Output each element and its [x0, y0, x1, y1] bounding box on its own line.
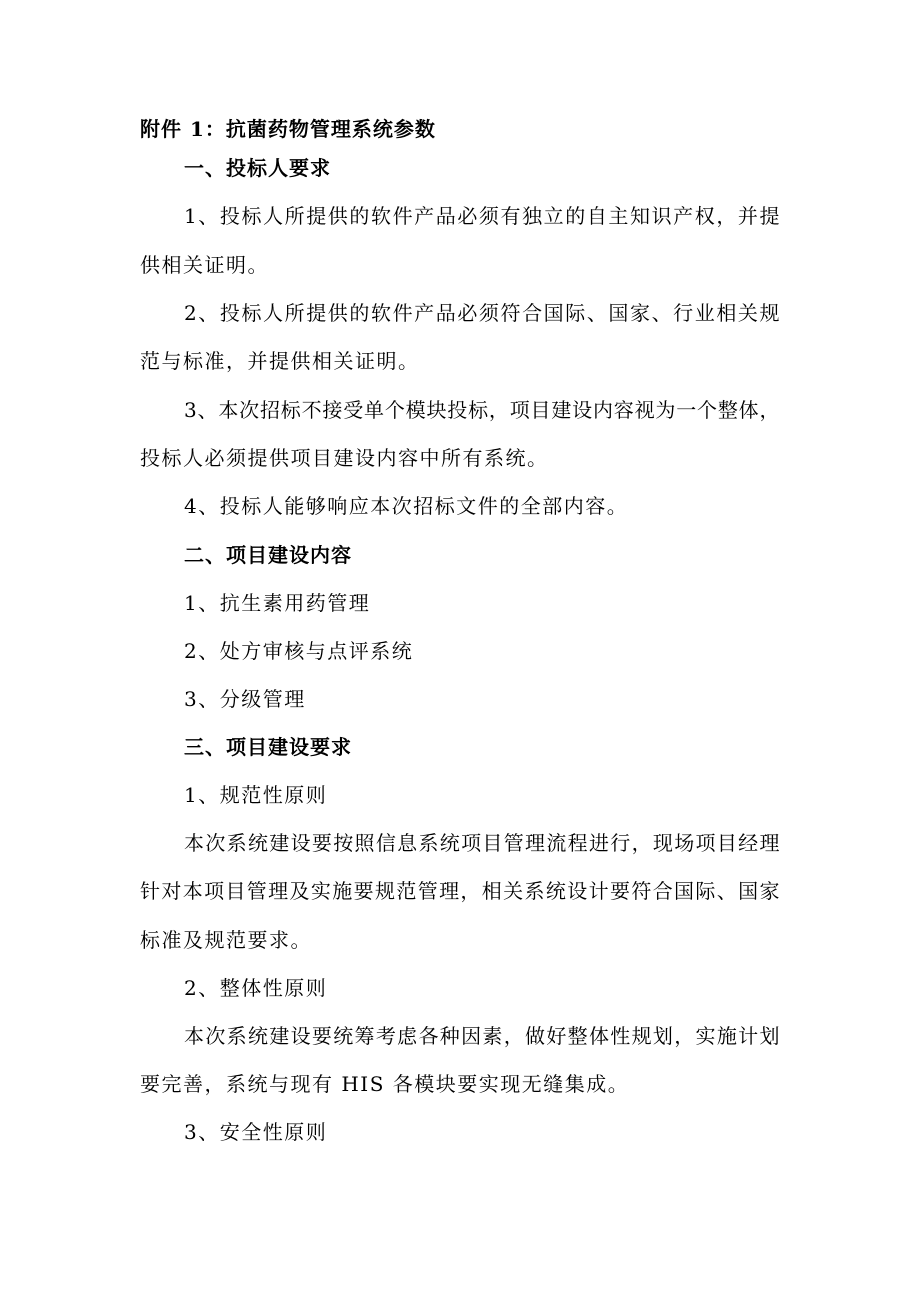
- standardization-line-2: 针对本项目管理及实施要规范管理，相关系统设计要符合国际、国家: [140, 879, 780, 903]
- standardization-line-1: 本次系统建设要按照信息系统项目管理流程进行，现场项目经理: [184, 831, 780, 855]
- paragraph-1-line-1: 1、投标人所提供的软件产品必须有独立的自主知识产权，并提: [184, 204, 780, 228]
- subheading-security: 3、安全性原则: [184, 1120, 328, 1144]
- integrity-line-2: 要完善，系统与现有 HIS 各模块要实现无缝集成。: [140, 1072, 630, 1096]
- list-item-tiered-management: 3、分级管理: [184, 687, 306, 711]
- section-heading-bidder-requirements: 一、投标人要求: [184, 156, 331, 180]
- section-heading-project-content: 二、项目建设内容: [184, 543, 352, 567]
- subheading-integrity: 2、整体性原则: [184, 976, 328, 1000]
- standardization-line-3: 标准及规范要求。: [140, 928, 312, 952]
- section-heading-project-requirements: 三、项目建设要求: [184, 735, 352, 759]
- paragraph-4-line-1: 4、投标人能够响应本次招标文件的全部内容。: [184, 494, 629, 518]
- list-item-prescription-review: 2、处方审核与点评系统: [184, 639, 414, 663]
- paragraph-3-line-2: 投标人必须提供项目建设内容中所有系统。: [140, 446, 549, 470]
- paragraph-2-line-1: 2、投标人所提供的软件产品必须符合国际、国家、行业相关规: [184, 301, 780, 325]
- paragraph-2-line-2: 范与标准，并提供相关证明。: [140, 349, 420, 373]
- list-item-antibiotic-management: 1、抗生素用药管理: [184, 591, 371, 615]
- subheading-standardization: 1、规范性原则: [184, 783, 328, 807]
- integrity-line-1: 本次系统建设要统筹考虑各种因素，做好整体性规划，实施计划: [184, 1024, 780, 1048]
- paragraph-1-line-2: 供相关证明。: [140, 253, 269, 277]
- document-title: 附件 1：抗菌药物管理系统参数: [140, 117, 436, 141]
- paragraph-3-line-1: 3、本次招标不接受单个模块投标，项目建设内容视为一个整体，: [184, 398, 780, 422]
